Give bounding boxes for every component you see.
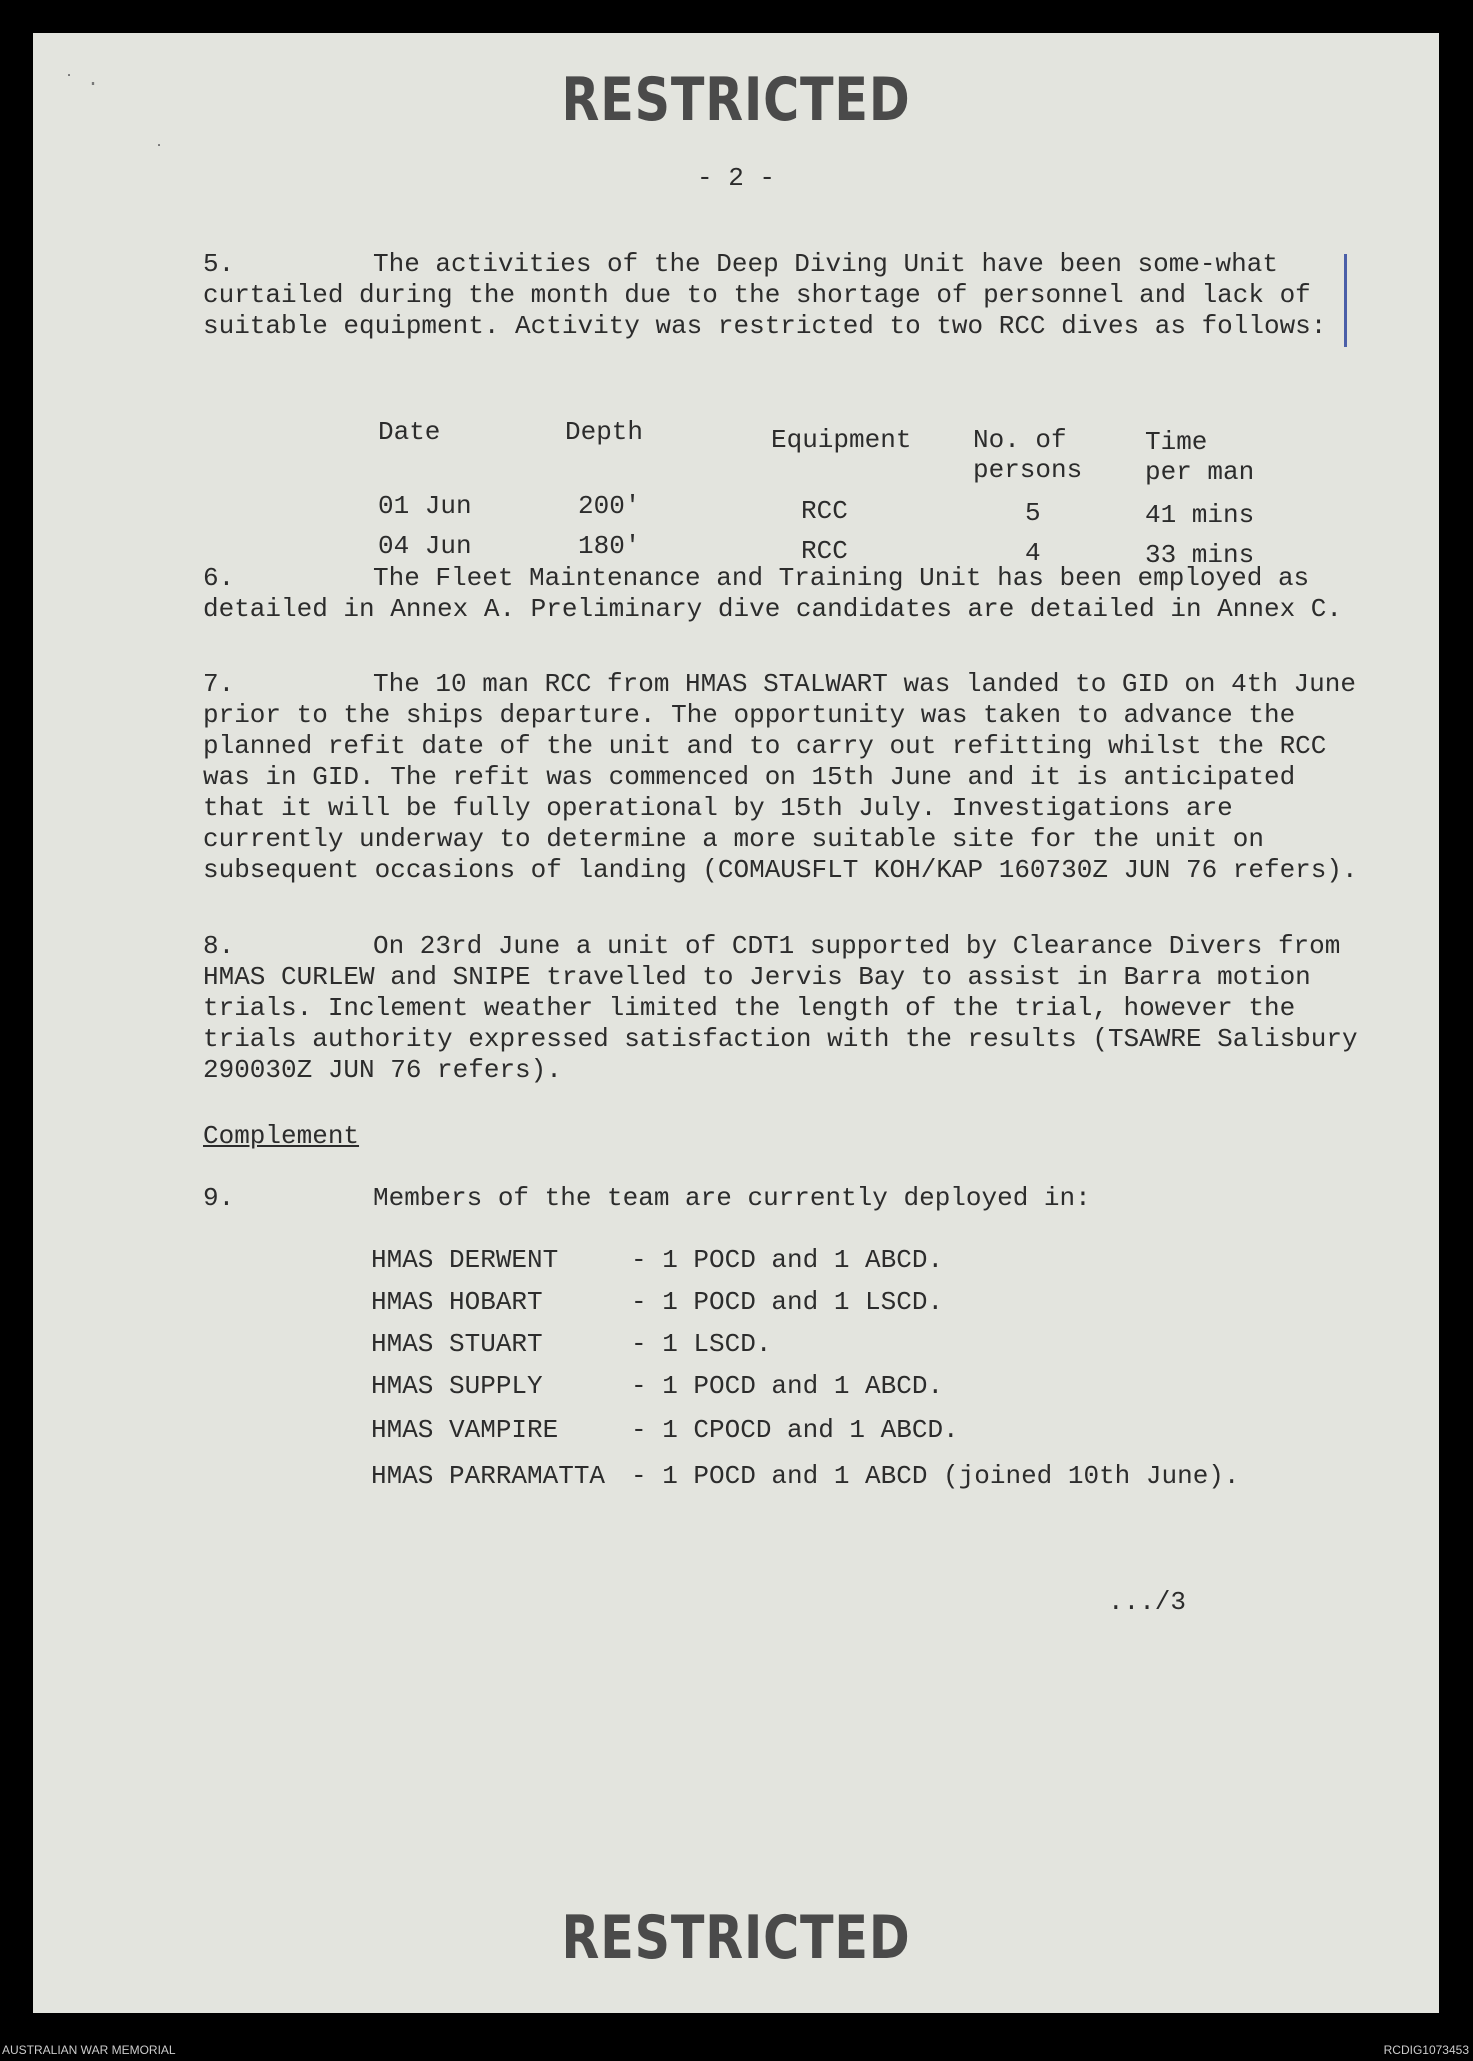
ship-name: HMAS STUART bbox=[371, 1329, 543, 1359]
cell-time: 33 mins bbox=[1145, 540, 1255, 570]
paragraph-text: The 10 man RCC from HMAS STALWART was landed to GID on 4th June prior to the ships departure. The opportunity was taken to advance the planned refit date of the unit and to carry out refitting whilst the RCC was in GID. The refit was commenced on 15th June and it is anticipated that it will be fully operational by 15th July. Investigations are currently underway to determine a more suitable site for the unit on subsequent occasions of landing (COMAUSFLT KOH/KAP 160730Z JUN 76 refers). bbox=[203, 669, 1358, 885]
paragraph-text: The activities of the Deep Diving Unit have been some-what curtailed during the month due to the shortage of personnel and lack of suitable equipment. Activity was restricted to two RCC dives as follows: bbox=[203, 249, 1327, 341]
paragraph-text: Members of the team are currently deployed in: bbox=[373, 1183, 1091, 1213]
list-item bbox=[371, 1329, 771, 1359]
paragraph-number: 6. bbox=[203, 563, 235, 593]
header-depth: Depth bbox=[565, 417, 644, 447]
complement-heading: Complement bbox=[203, 1121, 360, 1151]
paragraph-number: 8. bbox=[203, 931, 235, 961]
cell-persons: 4 bbox=[1025, 538, 1041, 568]
cell-depth: 180' bbox=[578, 531, 641, 561]
restricted-stamp-top: RESTRICTED bbox=[561, 65, 911, 135]
paragraph-number: 7. bbox=[203, 669, 235, 699]
paragraph-text: On 23rd June a unit of CDT1 supported by Clearance Divers from HMAS CURLEW and SNIPE travelled to Jervis Bay to assist in Barra motion trials. Inclement weather limited the length of the trial, however the trials authority expressed satisfaction with the results (TSAWRE Salisbury 290030Z JUN 76 refers). bbox=[203, 931, 1358, 1085]
ship-crew: - 1 LSCD. bbox=[631, 1329, 772, 1359]
paragraph-9 bbox=[203, 1183, 1363, 1214]
paragraph-number: 5. bbox=[203, 249, 235, 279]
cell-time: 41 mins bbox=[1145, 500, 1255, 530]
list-item bbox=[371, 1371, 943, 1401]
ship-crew: - 1 POCD and 1 ABCD. bbox=[631, 1371, 944, 1401]
header-equipment: Equipment bbox=[771, 425, 912, 455]
margin-mark: ˙ · bbox=[63, 73, 100, 96]
ship-name: HMAS SUPPLY bbox=[371, 1371, 543, 1401]
paragraph-6 bbox=[203, 563, 1363, 625]
ship-name: HMAS VAMPIRE bbox=[371, 1415, 559, 1445]
paragraph-5 bbox=[203, 249, 1363, 342]
header-persons: No. of persons bbox=[973, 425, 1083, 485]
cell-equipment: RCC bbox=[801, 496, 848, 526]
footer-source: AUSTRALIAN WAR MEMORIAL bbox=[2, 2043, 176, 2057]
header-date: Date bbox=[378, 417, 441, 447]
ship-name: HMAS HOBART bbox=[371, 1287, 543, 1317]
restricted-stamp-bottom: RESTRICTED bbox=[561, 1903, 911, 1973]
ship-crew: - 1 POCD and 1 LSCD. bbox=[631, 1287, 944, 1317]
ship-crew: - 1 CPOCD and 1 ABCD. bbox=[631, 1415, 959, 1445]
page-number: - 2 - bbox=[696, 163, 775, 193]
list-item bbox=[371, 1245, 943, 1275]
margin-mark: ˙ bbox=[153, 143, 166, 166]
list-item bbox=[371, 1461, 1240, 1491]
header-time: Time per man bbox=[1145, 427, 1255, 487]
paragraph-number: 9. bbox=[203, 1183, 235, 1213]
footer-id: RCDIG1073453 bbox=[1383, 2043, 1469, 2057]
cell-persons: 5 bbox=[1025, 498, 1041, 528]
ship-name: HMAS DERWENT bbox=[371, 1245, 559, 1275]
paragraph-text: The Fleet Maintenance and Training Unit has been employed as detailed in Annex A. Preliminary dive candidates are detailed in Annex C. bbox=[203, 563, 1342, 624]
document-page bbox=[33, 33, 1439, 2013]
ship-name: HMAS PARRAMATTA bbox=[371, 1461, 606, 1491]
list-item bbox=[371, 1415, 959, 1445]
cell-date: 04 Jun bbox=[378, 531, 472, 561]
list-item bbox=[371, 1287, 943, 1317]
cell-depth: 200' bbox=[578, 491, 641, 521]
cell-equipment: RCC bbox=[801, 536, 848, 566]
paragraph-7 bbox=[203, 669, 1363, 886]
continuation-marker: .../3 bbox=[1108, 1587, 1187, 1617]
ship-crew: - 1 POCD and 1 ABCD (joined 10th June). bbox=[631, 1461, 1240, 1491]
ship-crew: - 1 POCD and 1 ABCD. bbox=[631, 1245, 944, 1275]
paragraph-8 bbox=[203, 931, 1363, 1086]
cell-date: 01 Jun bbox=[378, 491, 472, 521]
